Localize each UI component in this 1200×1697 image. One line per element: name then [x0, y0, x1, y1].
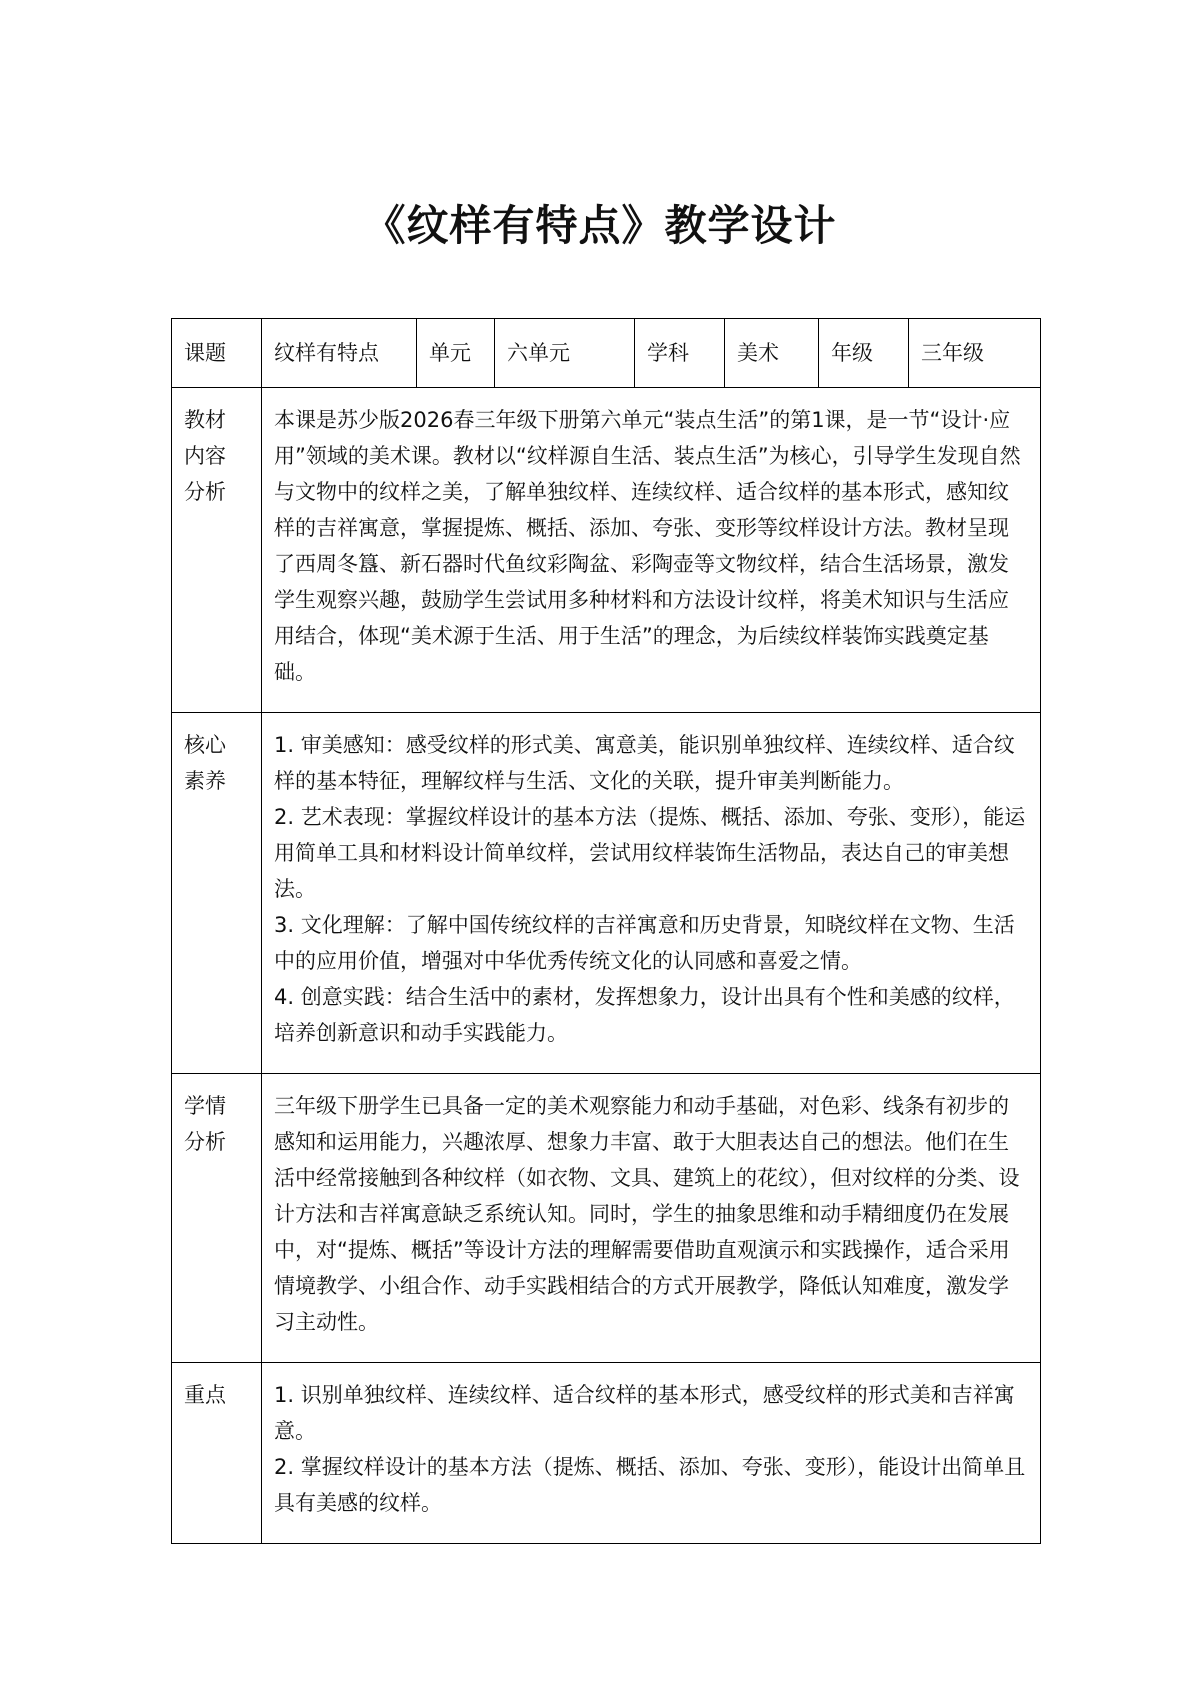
subject-label: 学科 — [635, 319, 725, 388]
unit-label: 单元 — [417, 319, 495, 388]
paragraph: 1. 审美感知：感受纹样的形式美、寓意美，能识别单独纹样、连续纹样、适合纹样的基本特征，理解纹样与生活、文化的关联，提升审美判断能力。 — [274, 733, 1015, 793]
key-points-content — [262, 1363, 1041, 1544]
key-points-label: 重点 — [172, 1363, 262, 1544]
learner-analysis-row — [172, 1074, 1041, 1363]
learner-analysis-label: 学情 分析 — [172, 1074, 262, 1363]
textbook-analysis-label: 教材 内容 分析 — [172, 388, 262, 713]
lesson-plan-table — [171, 318, 1041, 1544]
header-row — [172, 319, 1041, 388]
core-literacy-row — [172, 713, 1041, 1074]
grade-value: 三年级 — [909, 319, 1041, 388]
core-literacy-content — [262, 713, 1041, 1074]
core-literacy-label: 核心 素养 — [172, 713, 262, 1074]
grade-label: 年级 — [819, 319, 909, 388]
paragraph: 2. 掌握纹样设计的基本方法（提炼、概括、添加、夸张、变形），能设计出简单且具有美感的纹样。 — [274, 1455, 1026, 1515]
learner-analysis-content — [262, 1074, 1041, 1363]
textbook-analysis-content — [262, 388, 1041, 713]
document-title: 《纹样有特点》教学设计 — [363, 201, 837, 250]
paragraph: 4. 创意实践：结合生活中的素材，发挥想象力，设计出具有个性和美感的纹样，培养创新意识和动手实践能力。 — [274, 985, 1015, 1045]
subject-value: 美术 — [725, 319, 819, 388]
textbook-analysis-row — [172, 388, 1041, 713]
key-points-row — [172, 1363, 1041, 1544]
topic-value: 纹样有特点 — [262, 319, 417, 388]
topic-label: 课题 — [172, 319, 262, 388]
paragraph: 三年级下册学生已具备一定的美术观察能力和动手基础，对色彩、线条有初步的感知和运用能力，兴趣浓厚、想象力丰富、敢于大胆表达自己的想法。他们在生活中经常接触到各种纹样（如衣物、文具、建筑上的花纹），但对纹样的分类、设计方法和吉祥寓意缺乏系统认知。同时，学生的抽象思维和动手精细度仍在发展中，对“提炼、概括”等设计方法的理解需要借助直观演示和实践操作，适合采用情境教学、小组合作、动手实践相结合的方式开展教学，降低认知难度，激发学习主动性。 — [274, 1094, 1020, 1334]
unit-value: 六单元 — [495, 319, 635, 388]
paragraph: 3. 文化理解：了解中国传统纹样的吉祥寓意和历史背景，知晓纹样在文物、生活中的应用价值，增强对中华优秀传统文化的认同感和喜爱之情。 — [274, 913, 1015, 973]
paragraph: 2. 艺术表现：掌握纹样设计的基本方法（提炼、概括、添加、夸张、变形），能运用简单工具和材料设计简单纹样，尝试用纹样装饰生活物品，表达自己的审美想法。 — [274, 805, 1026, 901]
paragraph: 1. 识别单独纹样、连续纹样、适合纹样的基本形式，感受纹样的形式美和吉祥寓意。 — [274, 1383, 1015, 1443]
paragraph: 本课是苏少版2026春三年级下册第六单元“装点生活”的第1课，是一节“设计·应用”领域的美术课。教材以“纹样源自生活、装点生活”为核心，引导学生发现自然与文物中的纹样之美，了解单独纹样、连续纹样、适合纹样的基本形式，感知纹样的吉祥寓意，掌握提炼、概括、添加、夸张、变形等纹样设计方法。教材呈现了西周冬簋、新石器时代鱼纹彩陶盆、彩陶壶等文物纹样，结合生活场景，激发学生观察兴趣，鼓励学生尝试用多种材料和方法设计纹样，将美术知识与生活应用结合，体现“美术源于生活、用于生活”的理念，为后续纹样装饰实践奠定基础。 — [274, 408, 1021, 684]
